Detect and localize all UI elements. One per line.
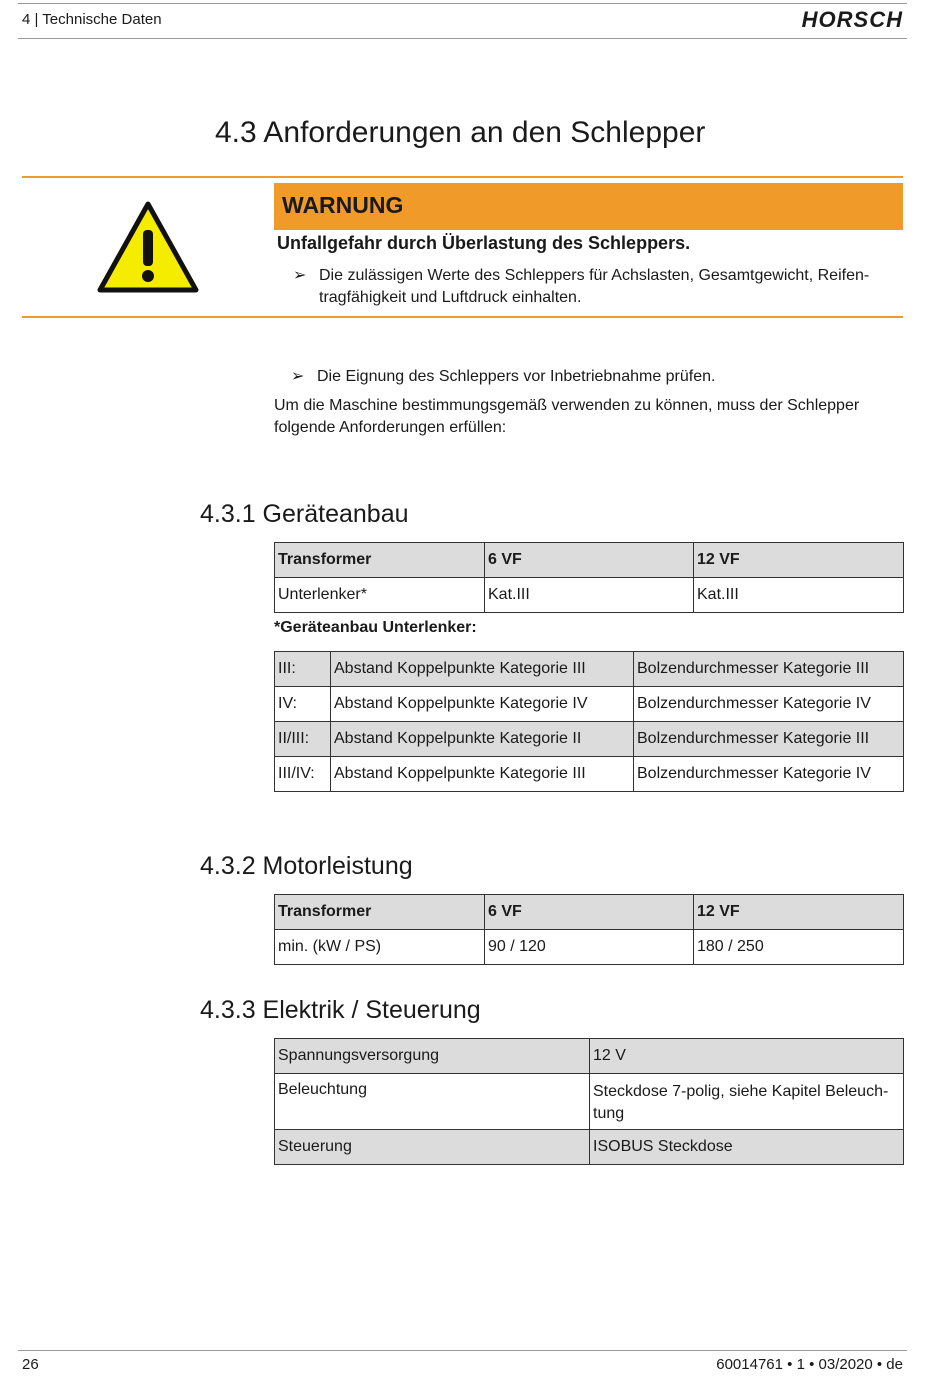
header-cell: 6 VF — [485, 543, 694, 578]
warning-bullet — [293, 265, 893, 309]
table-row — [275, 578, 904, 613]
table-row — [275, 1039, 904, 1074]
chapter-label: 4 | Technische Daten — [22, 11, 162, 28]
table-cell: min. (kW / PS) — [275, 930, 485, 965]
header-top-rule — [18, 3, 907, 4]
warning-bullet-line2: tragfähigkeit und Luftdruck einhalten. — [319, 289, 582, 306]
table-cell: ISOBUS Steckdose — [590, 1130, 904, 1165]
warning-bullet-line1: Die zulässigen Werte des Schleppers für Achslasten, Gesamtgewicht, Reifen- — [319, 267, 870, 284]
table-cell: Bolzendurchmesser Kategorie III — [634, 652, 904, 687]
table-cell: 12 V — [590, 1039, 904, 1074]
section-heading-elektrik: 4.3.3 Elektrik / Steuerung — [200, 996, 481, 1024]
warning-bottom-rule — [22, 316, 903, 318]
table-cell: Spannungsversorgung — [275, 1039, 590, 1074]
table-row — [275, 930, 904, 965]
header-rule — [18, 38, 907, 39]
footer-rule — [18, 1350, 907, 1351]
table-cell: Unterlenker* — [275, 578, 485, 613]
cell-line: Steckdose 7-polig, siehe Kapitel Beleuch- — [593, 1083, 889, 1100]
warning-triangle-icon — [96, 200, 200, 294]
table-cell: 90 / 120 — [485, 930, 694, 965]
intro-paragraph — [274, 395, 894, 439]
header-cell: 12 VF — [694, 543, 904, 578]
warning-label-bar — [274, 183, 903, 230]
section-heading-motorleistung: 4.3.2 Motorleistung — [200, 852, 413, 880]
table-cell: Bolzendurchmesser Kategorie IV — [634, 687, 904, 722]
warning-heading: Unfallgefahr durch Überlastung des Schleppers. — [277, 233, 691, 253]
intro-line1: Um die Maschine bestimmungsgemäß verwenden zu können, muss der Schlepper — [274, 397, 860, 414]
table-row — [275, 722, 904, 757]
table-cell: II/III: — [275, 722, 331, 757]
table-header-row — [275, 895, 904, 930]
table-cell: III/IV: — [275, 757, 331, 792]
table-cell: Abstand Koppelpunkte Kategorie IV — [331, 687, 634, 722]
table-note: *Geräteanbau Unterlenker: — [274, 619, 477, 636]
document-id: 60014761 • 1 • 03/2020 • de — [716, 1356, 903, 1373]
cell-line: tung — [593, 1105, 625, 1122]
table-cell: Steuerung — [275, 1130, 590, 1165]
table-cell: Abstand Koppelpunkte Kategorie III — [331, 757, 634, 792]
page-number: 26 — [22, 1356, 39, 1373]
check-bullet-text: Die Eignung des Schleppers vor Inbetriebnahme prüfen. — [317, 368, 716, 385]
table-cell — [590, 1074, 904, 1130]
motorleistung-table — [274, 894, 904, 965]
table-row — [275, 687, 904, 722]
brand-logo: HORSCH — [801, 7, 903, 32]
table-cell: Kat.III — [694, 578, 904, 613]
page-title: 4.3 Anforderungen an den Schlepper — [215, 116, 706, 149]
intro-line2: folgende Anforderungen erfüllen: — [274, 419, 507, 436]
geraeteanbau-table — [274, 542, 904, 613]
table-row — [275, 652, 904, 687]
check-bullet — [291, 366, 891, 388]
kategorie-table — [274, 651, 904, 792]
table-cell: III: — [275, 652, 331, 687]
table-cell: Kat.III — [485, 578, 694, 613]
table-row — [275, 1130, 904, 1165]
bullet-arrow-icon: ➢ — [291, 368, 305, 385]
table-cell: Bolzendurchmesser Kategorie III — [634, 722, 904, 757]
table-row — [275, 757, 904, 792]
header-cell: Transformer — [275, 543, 485, 578]
header-cell: Transformer — [275, 895, 485, 930]
table-header-row — [275, 543, 904, 578]
table-cell: Bolzendurchmesser Kategorie IV — [634, 757, 904, 792]
section-heading-geraeteanbau: 4.3.1 Geräteanbau — [200, 500, 409, 528]
warning-top-rule — [22, 176, 903, 178]
table-cell: IV: — [275, 687, 331, 722]
table-cell: Abstand Koppelpunkte Kategorie III — [331, 652, 634, 687]
table-cell: Beleuchtung — [275, 1074, 590, 1130]
table-cell: 180 / 250 — [694, 930, 904, 965]
table-row — [275, 1074, 904, 1130]
elektrik-table — [274, 1038, 904, 1165]
bullet-arrow-icon: ➢ — [293, 267, 307, 284]
header-cell: 12 VF — [694, 895, 904, 930]
header-cell: 6 VF — [485, 895, 694, 930]
table-cell: Abstand Koppelpunkte Kategorie II — [331, 722, 634, 757]
warning-label: WARNUNG — [282, 192, 404, 218]
